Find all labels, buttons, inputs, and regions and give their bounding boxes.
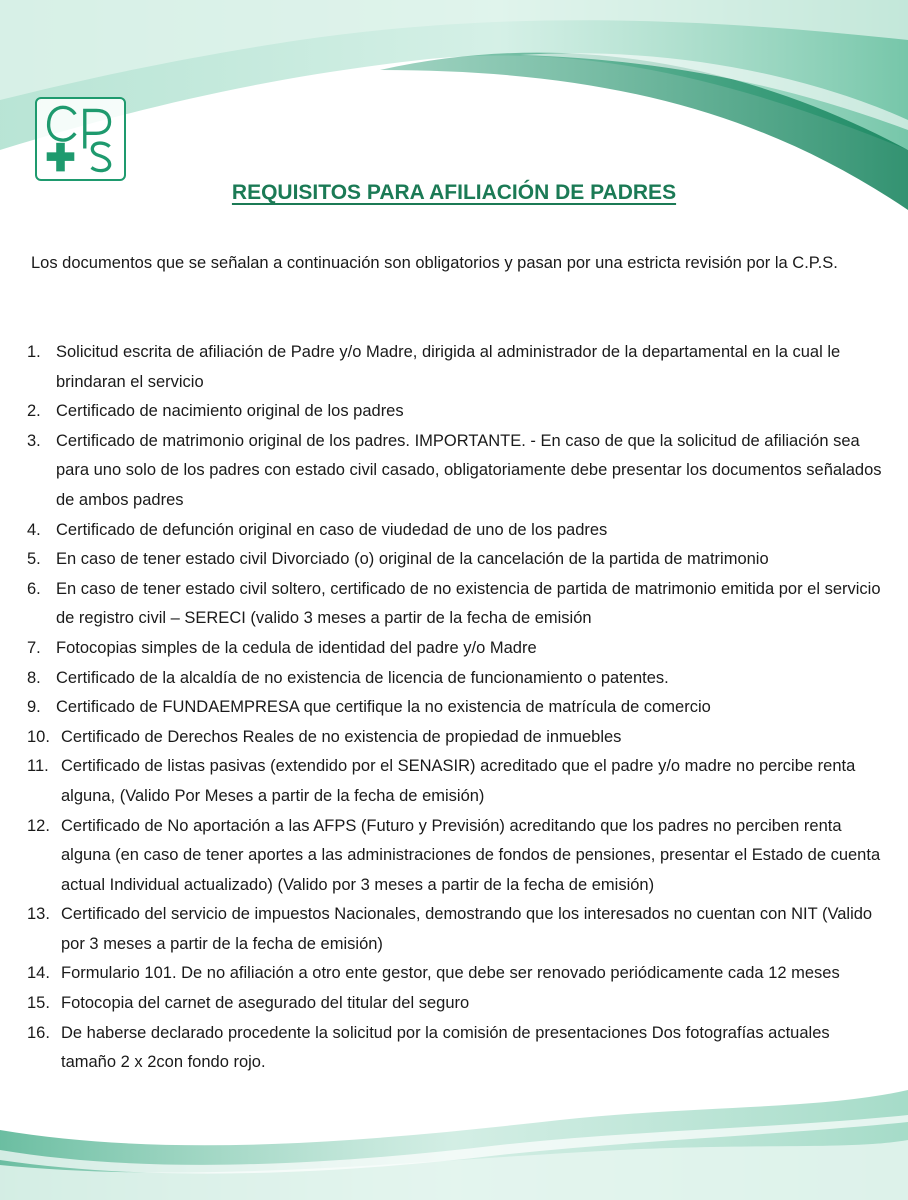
requirement-text: Formulario 101. De no afiliación a otro ente gestor, que debe ser renovado periódicamente cada 12 meses [61, 964, 840, 983]
requirement-item [27, 397, 885, 427]
requirement-item [27, 664, 885, 694]
requirement-number: 15. [27, 994, 50, 1013]
requirement-number: 11. [27, 757, 49, 776]
requirement-text: Certificado de matrimonio original de los padres. IMPORTANTE. - En caso de que la solicitud de afiliación sea para uno solo de los padres con estado civil casado, obligatoriamente debe presentar los documentos señalados de ambos padres [56, 431, 882, 509]
requirement-text: Certificado de Derechos Reales de no existencia de propiedad de inmuebles [61, 727, 622, 746]
requirement-text: Certificado de defunción original en caso de viudedad de uno de los padres [56, 520, 608, 539]
requirement-item [27, 1019, 885, 1078]
requirement-text: Certificado de No aportación a las AFPS (Futuro y Previsión) acreditando que los padres no perciben renta alguna (en caso de tener aportes a las administraciones de fondos de pensiones, presentar el Estado de cuenta actual Individual actualizado) (Valido por 3 meses a partir de la fecha de emisión) [61, 816, 881, 894]
requirement-item [27, 545, 885, 575]
requirement-text: Certificado del servicio de impuestos Nacionales, demostrando que los interesados no cuentan con NIT (Valido por 3 meses a partir de la fecha de emisión) [61, 905, 873, 953]
requirement-item [27, 989, 885, 1019]
requirement-text: En caso de tener estado civil soltero, certificado de no existencia de partida de matrimonio emitida por el servicio de registro civil – SERECI (valido 3 meses a partir de la fecha de emisión [56, 579, 881, 628]
requirement-item [27, 338, 885, 397]
requirement-number: 13. [27, 905, 50, 924]
requirement-number: 16. [27, 1023, 50, 1042]
page-title [0, 181, 908, 205]
requirement-text: Certificado de nacimiento original de los padres [56, 402, 404, 421]
requirement-text: Certificado de listas pasivas (extendido por el SENASIR) acreditado que el padre y/o madre no percibe renta alguna, (Valido Por Meses a partir de la fecha de emisión) [61, 757, 856, 805]
requirement-item [27, 812, 885, 901]
requirements-list [27, 338, 885, 1078]
requirement-number: 7. [27, 638, 41, 657]
requirement-number: 10. [27, 727, 50, 746]
page-title-text: REQUISITOS PARA AFILIACIÓN DE PADRES [231, 181, 677, 204]
intro-paragraph: Los documentos que se señalan a continuación son obligatorios y pasan por una estricta revisión por la C.P.S. [31, 254, 838, 272]
requirement-item [27, 427, 885, 516]
requirement-number: 5. [27, 550, 41, 569]
requirement-number: 14. [27, 964, 50, 983]
requirement-item [27, 634, 885, 664]
requirement-item [27, 516, 885, 546]
requirement-item [27, 752, 885, 811]
requirement-item [27, 693, 885, 723]
requirement-text: Fotocopia del carnet de asegurado del titular del seguro [61, 994, 470, 1013]
requirement-item [27, 900, 885, 959]
requirement-text: Certificado de la alcaldía de no existencia de licencia de funcionamiento o patentes. [56, 668, 669, 687]
requirement-number: 9. [27, 698, 41, 717]
requirement-number: 4. [27, 520, 41, 539]
requirement-number: 6. [27, 579, 41, 598]
requirement-number: 8. [27, 668, 41, 687]
requirement-number: 3. [27, 431, 41, 450]
requirement-text: Solicitud escrita de afiliación de Padre y/o Madre, dirigida al administrador de la departamental en la cual le brindaran el servicio [56, 343, 841, 391]
requirement-text: En caso de tener estado civil Divorciado (o) original de la cancelación de la partida de matrimonio [56, 550, 769, 569]
requirement-text: Fotocopias simples de la cedula de identidad del padre y/o Madre [56, 638, 537, 657]
cps-logo [35, 97, 126, 181]
requirement-item [27, 575, 885, 634]
requirement-item [27, 723, 885, 753]
requirement-text: De haberse declarado procedente la solicitud por la comisión de presentaciones Dos fotografías actuales tamaño 2 x 2con fondo rojo. [61, 1023, 830, 1072]
requirement-number: 1. [27, 343, 41, 361]
requirement-number: 2. [27, 402, 41, 421]
requirement-number: 12. [27, 816, 50, 835]
requirement-item [27, 959, 885, 989]
requirement-text: Certificado de FUNDAEMPRESA que certifique la no existencia de matrícula de comercio [56, 698, 711, 717]
